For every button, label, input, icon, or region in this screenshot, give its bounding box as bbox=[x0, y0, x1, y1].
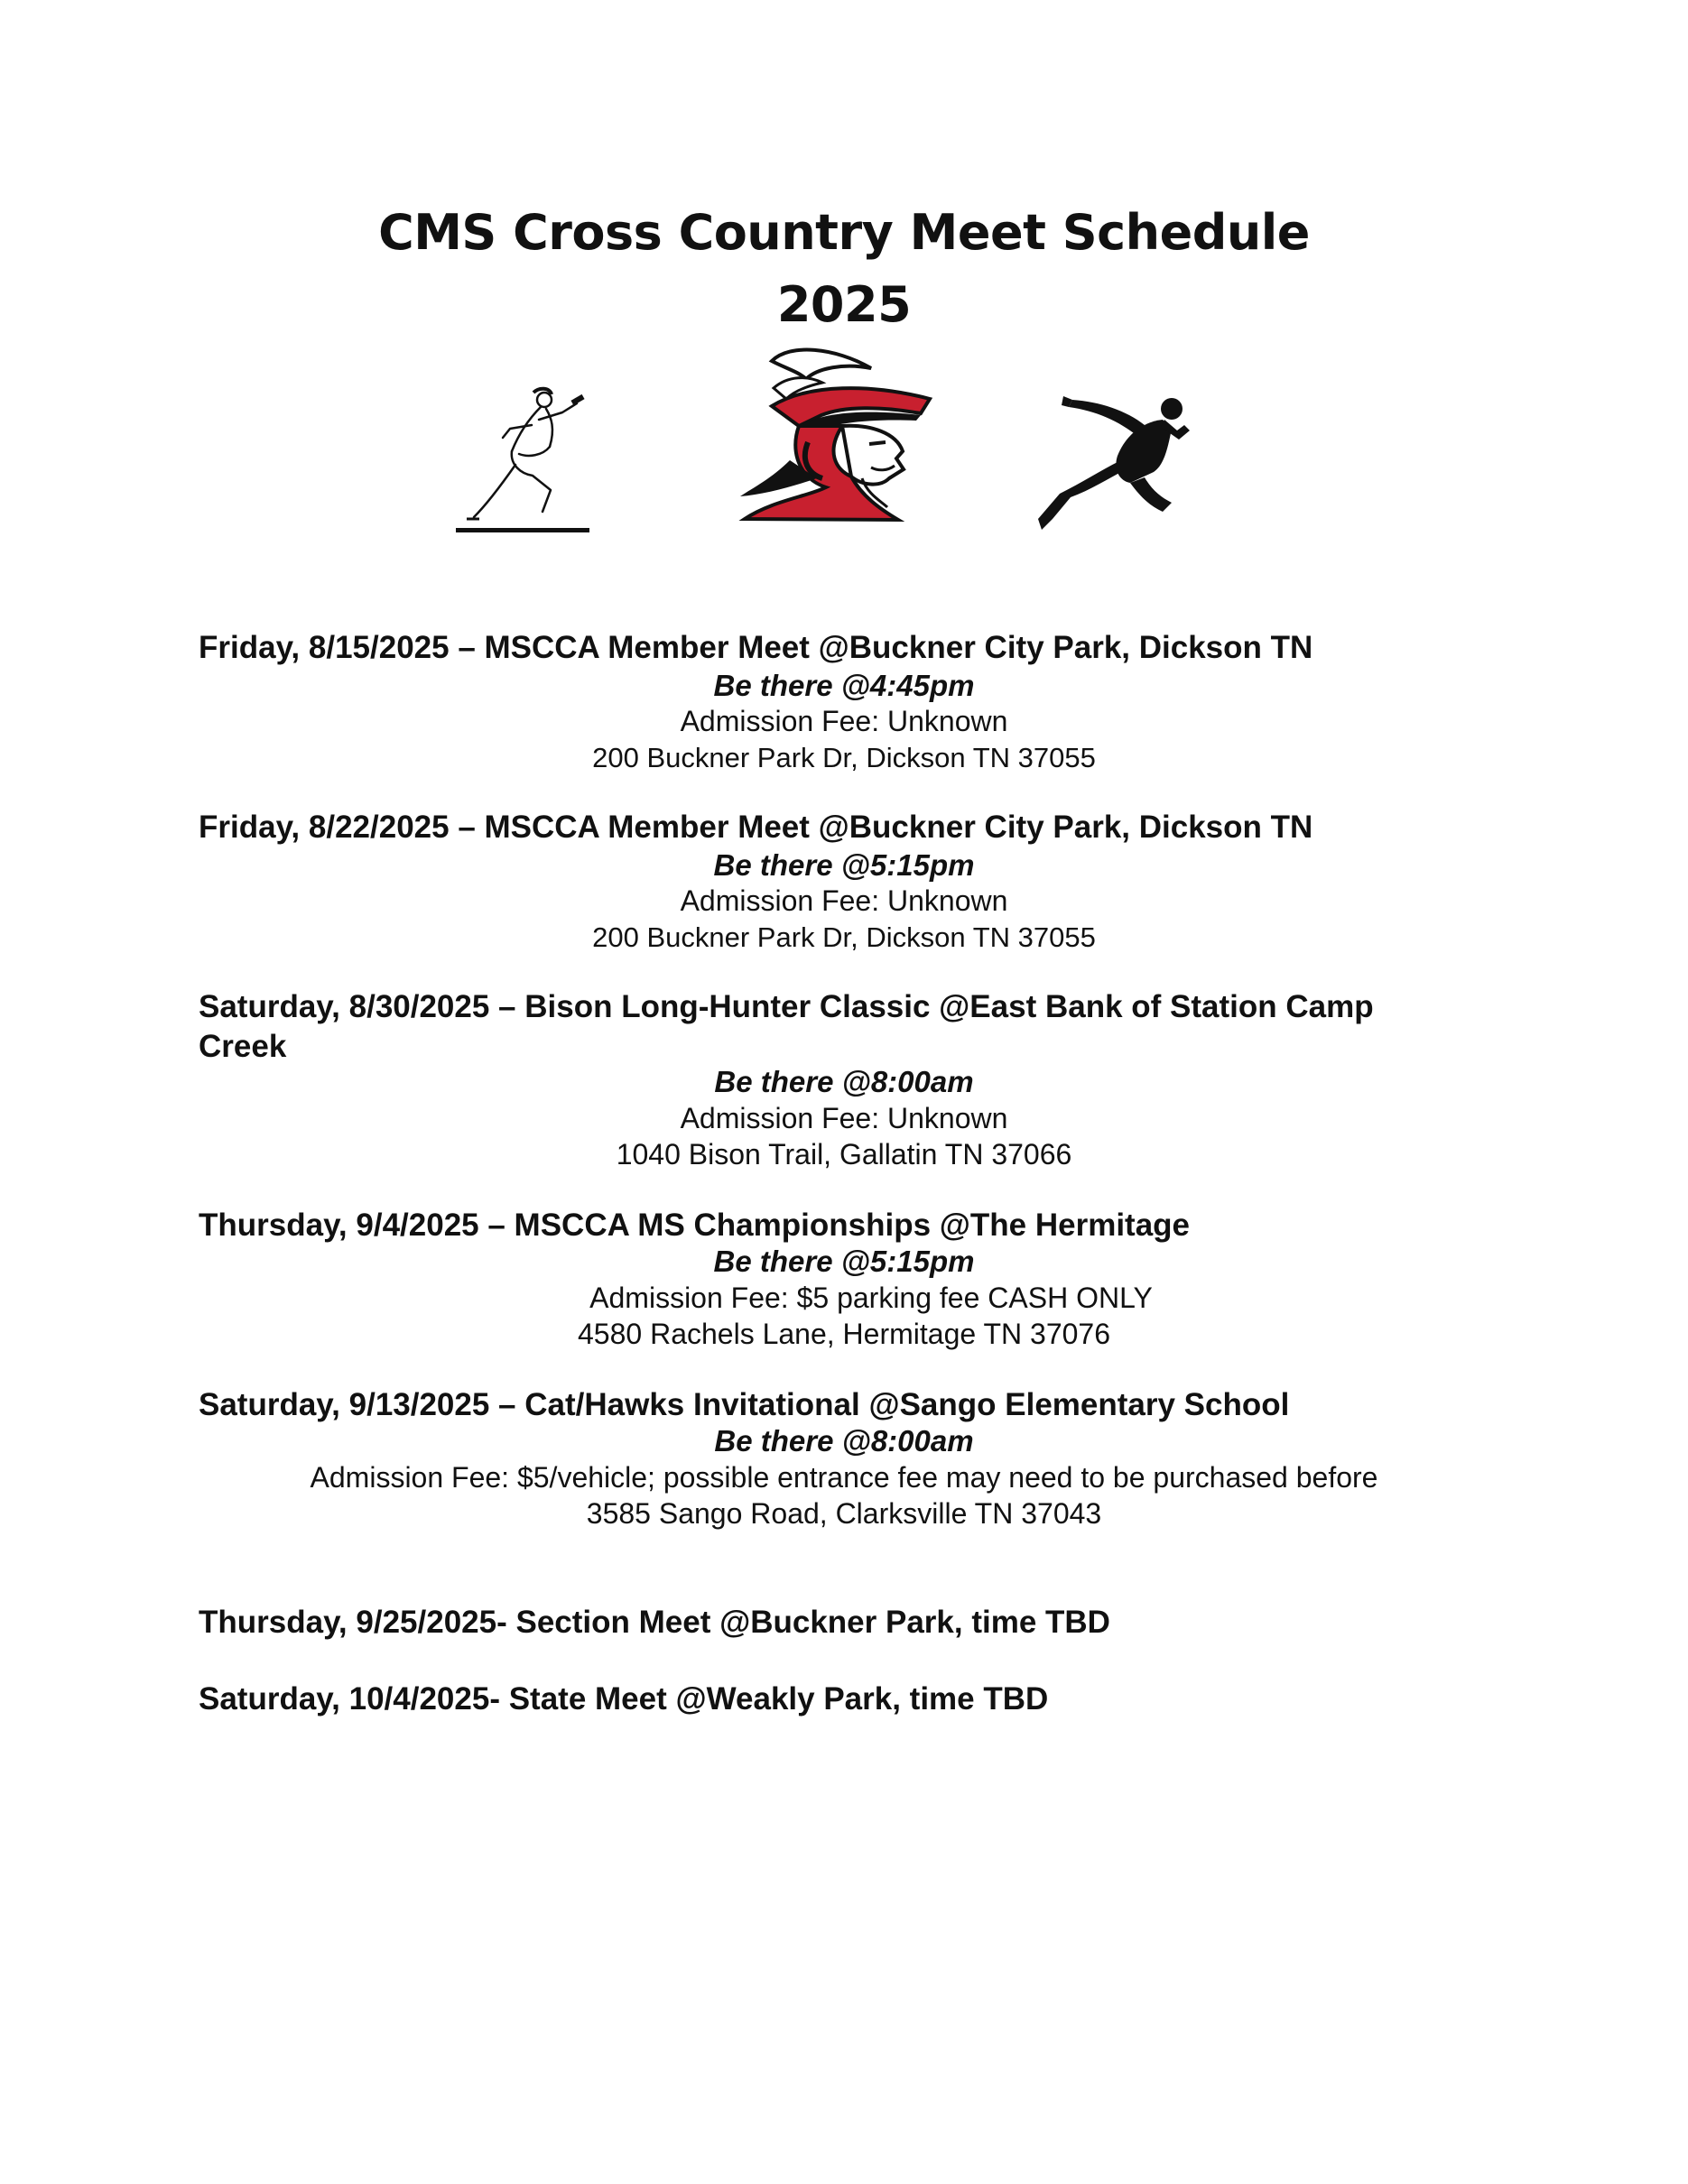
event-3-heading-line1: Saturday, 8/30/2025 – Bison Long-Hunter Classic @East Bank of Station Camp bbox=[199, 989, 1374, 1024]
event-2-arrival: Be there @5:15pm bbox=[713, 848, 975, 882]
event-2-fee: Admission Fee: Unknown bbox=[680, 884, 1008, 917]
event-3-address: 1040 Bison Trail, Gallatin TN 37066 bbox=[616, 1138, 1072, 1171]
event-1-address: 200 Buckner Park Dr, Dickson TN 37055 bbox=[592, 742, 1096, 773]
event-5-arrival: Be there @8:00am bbox=[714, 1424, 974, 1458]
sprinter-silhouette-icon bbox=[1036, 384, 1192, 532]
event-1-heading: Friday, 8/15/2025 – MSCCA Member Meet @Buckner City Park, Dickson TN bbox=[199, 630, 1313, 665]
event-1-arrival: Be there @4:45pm bbox=[713, 669, 975, 702]
event-7-heading: Saturday, 10/4/2025- State Meet @Weakly Park, time TBD bbox=[199, 1681, 1049, 1717]
event-4-heading: Thursday, 9/4/2025 – MSCCA MS Championships @The Hermitage bbox=[199, 1208, 1191, 1243]
event-2-heading: Friday, 8/22/2025 – MSCCA Member Meet @Buckner City Park, Dickson TN bbox=[199, 810, 1313, 845]
page-title: CMS Cross Country Meet Schedule bbox=[378, 204, 1310, 261]
event-4-fee: Admission Fee: $5 parking fee CASH ONLY bbox=[589, 1282, 1153, 1314]
relay-runner-icon bbox=[456, 384, 591, 537]
event-5-heading: Saturday, 9/13/2025 – Cat/Hawks Invitational @Sango Elementary School bbox=[199, 1387, 1290, 1422]
cavalier-mascot-logo bbox=[736, 343, 934, 523]
event-6-heading: Thursday, 9/25/2025- Section Meet @Buckner Park, time TBD bbox=[199, 1605, 1110, 1640]
event-2-address: 200 Buckner Park Dr, Dickson TN 37055 bbox=[592, 921, 1096, 953]
event-4-arrival: Be there @5:15pm bbox=[713, 1245, 975, 1278]
event-3-arrival: Be there @8:00am bbox=[714, 1065, 974, 1098]
event-5-fee: Admission Fee: $5/vehicle; possible entrance fee may need to be purchased before bbox=[310, 1461, 1378, 1494]
page-year: 2025 bbox=[776, 276, 912, 333]
event-1-fee: Admission Fee: Unknown bbox=[680, 705, 1008, 737]
event-3-heading-line2: Creek bbox=[199, 1029, 287, 1064]
event-5-address: 3585 Sango Road, Clarksville TN 37043 bbox=[586, 1497, 1102, 1530]
event-3-fee: Admission Fee: Unknown bbox=[680, 1102, 1008, 1134]
event-4-address: 4580 Rachels Lane, Hermitage TN 37076 bbox=[578, 1318, 1110, 1350]
